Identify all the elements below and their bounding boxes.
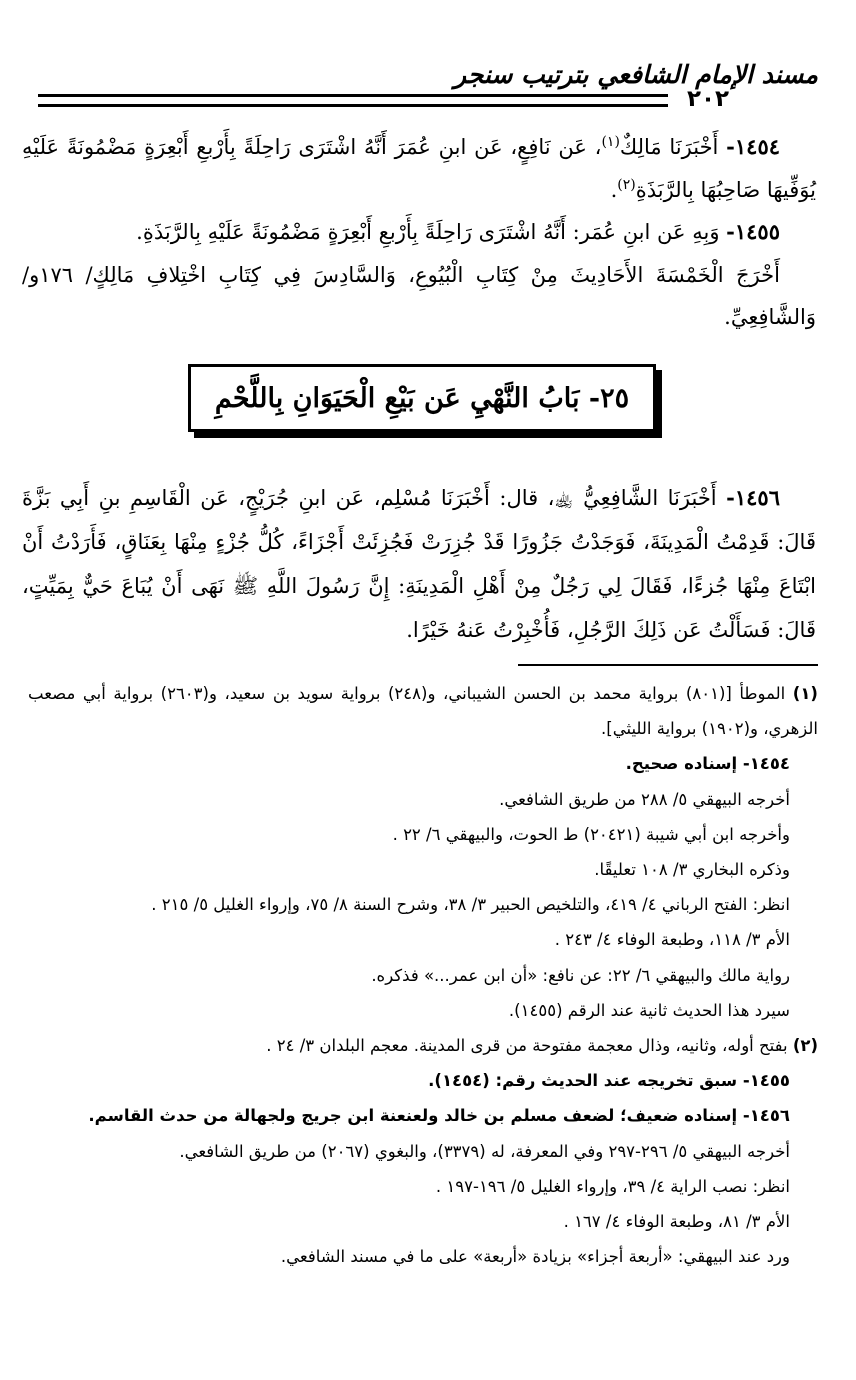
footnote-line: سيرد هذا الحديث ثانية عند الرقم (١٤٥٥). bbox=[508, 1000, 790, 1020]
page-number: ٢٠٢ bbox=[686, 86, 730, 112]
main-text-top bbox=[22, 126, 816, 339]
footnote-line: أخرجه البيهقي ٥/ ٢٨٨ من طريق الشافعي. bbox=[499, 789, 790, 809]
footnote-line: رواية مالك والبيهقي ٦/ ٢٢: عن نافع: «أن ابن عمر...» فذكره. bbox=[371, 965, 790, 985]
chapter-title: ٢٥- بَابُ النَّهْيِ عَن بَيْعِ الْحَيَوَانِ بِاللَّحْمِ bbox=[214, 382, 630, 414]
footnote-line: ورد عند البيهقي: «أربعة أجزاء» بزيادة «أربعة» على ما في مسند الشافعي. bbox=[280, 1247, 790, 1267]
footnote-line: الأم ٣/ ١١٨، وطبعة الوفاء ٤/ ٢٤٣ . bbox=[554, 930, 790, 950]
hadith-text: ، عَن نَافِعٍ، عَن ابنِ عُمَرَ أَنَّهُ اشْتَرَى رَاحِلَةً بِأَرْبعِ أَبْعِرَةٍ مَضْمُونَةً عَلَيْهِ يُوَفِّيهَا صَاحِبُهَا بِالرَّبَذَةِ bbox=[22, 135, 816, 202]
hadith-number: ١٤٥٤- bbox=[726, 134, 781, 159]
footnote-separator bbox=[518, 664, 818, 666]
footnote-line: الأم ٣/ ٨١، وطبعة الوفاء ٤/ ١٦٧ . bbox=[563, 1212, 790, 1232]
chapter-heading-box bbox=[188, 364, 656, 432]
footnote-line: ١٤٥٤- إسناده صحيح. bbox=[625, 754, 790, 774]
running-title: مسند الإمام الشافعي بترتيب سنجر bbox=[454, 60, 818, 89]
footnote-line: ١٤٥٥- سبق تخريجه عند الحديث رقم: (١٤٥٤). bbox=[428, 1071, 790, 1091]
footnote-line: وأخرجه ابن أبي شيبة (٢٠٤٢١) ط الحوت، والبيهقي ٦/ ٢٢ . bbox=[392, 824, 790, 844]
hadith-1456 bbox=[22, 476, 816, 652]
hadith-text: أَخْبَرَنَا الشَّافِعِيُّ ﵀، قال: أَخْبَرَنَا مُسْلِم، عَن ابنِ جُرَيْجٍ، عَن الْقَاسِمِ بنِ أَبِي بَزَّةَ قَالَ: قَدِمْتُ الْمَدِينَةَ، فَوَجَدْتُ جَزُورًا قَدْ جُزِرَتْ فَجُزِئَتْ أَجْزَاءً، كُلُّ جُزْءٍ مِنْهَا بِعَنَاقٍ، فَأَرَدْتُ أَنْ ابْتَاعَ مِنْهَا جُزءًا، فَقَالَ لِي رَجُلٌ مِنْ أَهْلِ الْمَدِينَةِ: إِنَّ رَسُولَ اللَّهِ ﷺ نَهَى أَنْ يُبَاعَ حَيٌّ بِمَيِّتٍ، قَالَ: فَسَأَلْتُ عَن ذَلِكَ الرَّجُلِ، فَأُخْبِرْتُ عَنهُ خَيْرًا. bbox=[22, 486, 816, 642]
header-rule-bottom bbox=[38, 104, 668, 107]
hadith-text: . bbox=[610, 177, 618, 202]
footnote-line: انظر: نصب الراية ٤/ ٣٩، وإرواء الغليل ٥/ ١٩٦-١٩٧ . bbox=[435, 1176, 790, 1196]
footnote-2 bbox=[28, 1028, 818, 1063]
footnote-text: الموطأ [(٨٠١) برواية محمد بن الحسن الشيباني، و(٢٤٨) برواية سويد بن سعيد، و(٢٦٠٣) برواية أبي مصعب الزهري، و(١٩٠٢) برواية الليثي]. bbox=[28, 684, 818, 739]
hadith-text: وَبِهِ عَن ابنِ عُمَر: أَنَّهُ اشْتَرَى رَاحِلَةً بِأَرْبعِ أَبْعِرَةٍ مَضْمُونَةً عَلَيْهِ بِالرَّبَذَةِ. bbox=[136, 220, 720, 244]
hadith-number: ١٤٥٥- bbox=[726, 219, 780, 244]
takhrij-note: أَخْرَجَ الْخَمْسَةَ الأَحَادِيثَ مِنْ كِتَابِ الْبُيُوعِ، وَالسَّادِسَ فِي كِتَابِ اخْتِلافِ مَالِكٍ/ ١٧٦و/ وَالشَّافِعِيِّ. bbox=[22, 262, 816, 329]
main-text-hadith-1456 bbox=[22, 476, 816, 652]
hadith-1454 bbox=[22, 126, 816, 211]
footnote-line: ١٤٥٦- إسناده ضعيف؛ لضعف مسلم بن خالد ولعنعنة ابن جريج ولجهالة من حدث القاسم. bbox=[88, 1106, 790, 1126]
footnote-label: (١) bbox=[792, 684, 818, 703]
footnote-ref: (٢) bbox=[617, 176, 636, 193]
hadith-number: ١٤٥٦- bbox=[726, 485, 780, 510]
footnotes bbox=[28, 676, 818, 1274]
header-rule-top bbox=[38, 94, 668, 97]
footnote-text: بفتح أوله، وثانيه، وذال معجمة مفتوحة من قرى المدينة. معجم البلدان ٣/ ٢٤ . bbox=[266, 1036, 788, 1056]
footnote-line: أخرجه البيهقي ٥/ ٢٩٦-٢٩٧ وفي المعرفة، له (٣٣٧٩)، والبغوي (٢٠٦٧) من طريق الشافعي. bbox=[179, 1141, 790, 1161]
hadith-text: أَخْبَرَنَا مَالِكٌ bbox=[619, 135, 719, 159]
footnote-ref: (١) bbox=[601, 134, 620, 150]
footnote-line: انظر: الفتح الرباني ٤/ ٤١٩، والتلخيص الحبير ٣/ ٣٨، وشرح السنة ٨/ ٧٥، وإرواء الغليل ٥/ ٢١٥ . bbox=[151, 895, 790, 915]
footnote-line: وذكره البخاري ٣/ ١٠٨ تعليقًا. bbox=[594, 860, 790, 880]
footnote-label: (٢) bbox=[792, 1036, 818, 1056]
hadith-1455 bbox=[22, 211, 816, 254]
footnote-1 bbox=[28, 676, 818, 746]
